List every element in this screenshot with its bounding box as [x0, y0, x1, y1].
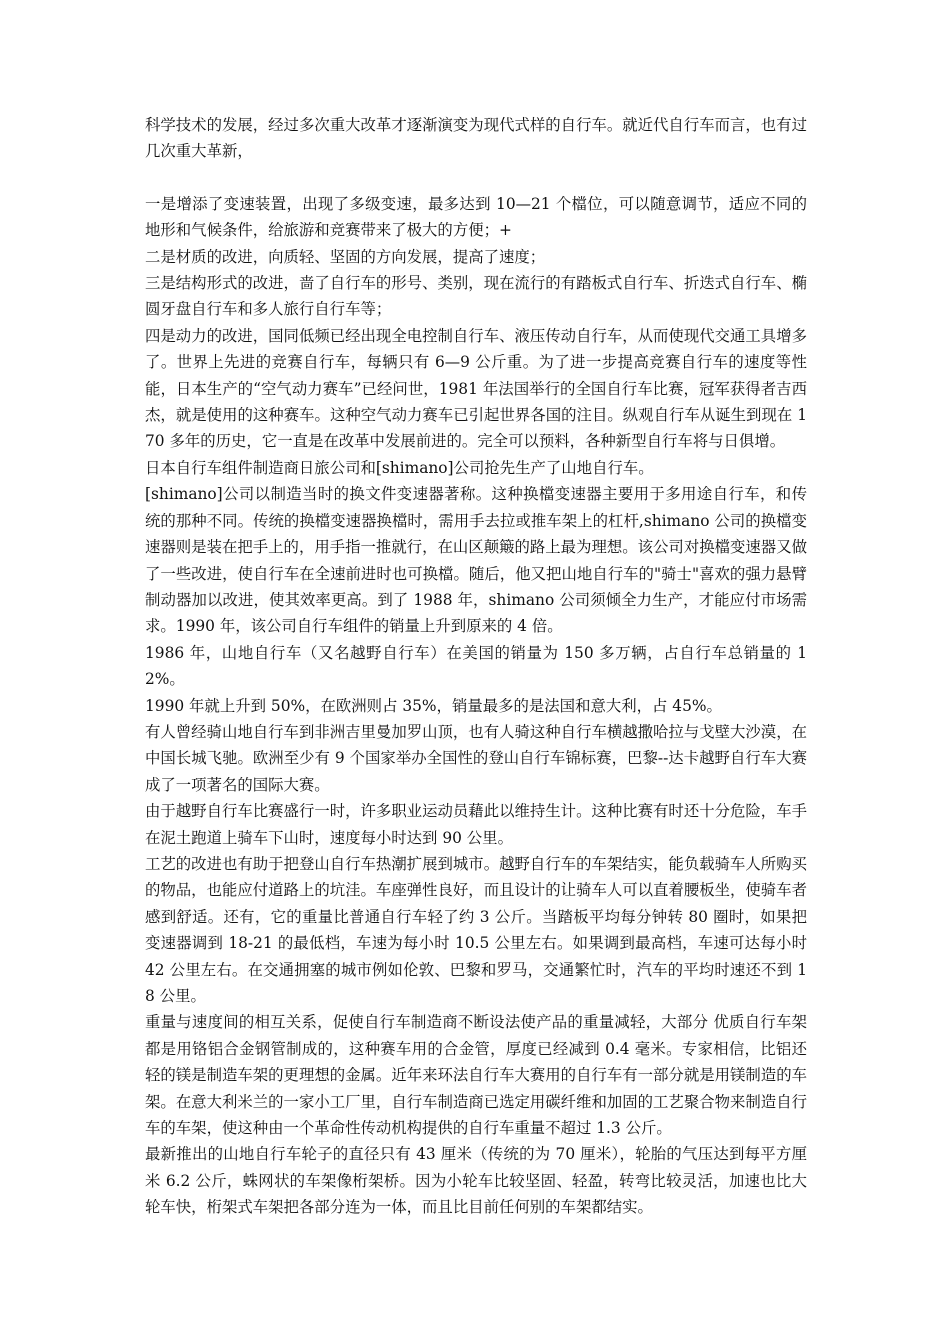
paragraph-races: 由于越野自行车比赛盛行一时，许多职业运动员藉此以维持生计。这种比赛有时还十分危险，车手在泥土跑道上骑车下山时，速度每小时达到 90 公里。	[145, 802, 807, 847]
paragraph-usa-sales: 1986 年，山地自行车（又名越野自行车）在美国的销量为 150 多万辆，占自行车总销量的 12%。	[145, 643, 807, 689]
paragraph-shimano: [shimano]公司以制造当时的换文件变速器著称。这种换檔变速器主要用于多用途自行车，和传统的那种不同。传统的换檔变速器换檔时，需用手去拉或推车架上的杠杆,shimano 公司的换檔变速器则是装在把手上的，用手指一推就行，在山区颠簸的路上最为理想。该公司对换檔变速器又做了一些改进，使自行车在全速前进时也可换檔。随后，他又把山地自行车的"骑士"喜欢的强力悬臂制动器加以改进，使其效率更高。到了 1988 年，shimano 公司须倾全力生产，才能应付市场需求。1990 年，该公司自行车组件的销量上升到原来的 4 倍。	[145, 485, 807, 636]
paragraph-city-use: 工艺的改进也有助于把登山自行车热潮扩展到城市。越野自行车的车架结实，能负载骑车人所购买的物品，也能应付道路上的坑洼。车座弹性良好，而且设计的让骑车人可以直着腰板坐，使骑车者感到舒适。还有，它的重量比普通自行车轻了约 3 公斤。当踏板平均每分钟转 80 圈时，如果把变速器调到 18-21 的最低档，车速为每小时 10.5 公里左右。如果调到最高档，车速可达每小时 42 公里左右。在交通拥塞的城市例如伦敦、巴黎和罗马，交通繁忙时，汽车的平均时速还不到 18 公里。	[145, 854, 807, 1005]
paragraph-japan-makers: 日本自行车组件制造商日旅公司和[shimano]公司抢先生产了山地自行车。	[145, 458, 654, 477]
paragraph-adventures: 有人曾经骑山地自行车到非洲吉里曼加罗山顶，也有人骑这种自行车横越撒哈拉与戈壁大沙漠，在中国长城飞驰。欧洲至少有 9 个国家举办全国性的登山自行车锦标赛，巴黎--达卡越野自行车大赛成了一项著名的国际大赛。	[145, 722, 807, 794]
paragraph-small-wheels: 最新推出的山地自行车轮子的直径只有 43 厘米（传统的为 70 厘米），轮胎的气压达到每平方厘米 6.2 公斤，蛛网状的车架像桁架桥。因为小轮车比较坚固、轻盈，转弯比较灵活，加速也比大轮车快，桁架式车架把各部分连为一体，而且比目前任何别的车架都结实。	[145, 1145, 807, 1217]
document-page	[145, 112, 807, 1221]
paragraph-1990-sales: 1990 年就上升到 50%，在欧洲则占 35%，销量最多的是法国和意大利，占 45%。	[145, 696, 722, 715]
paragraph-material: 二是材质的改进，向质轻、坚固的方向发展，提高了速度；	[145, 247, 546, 266]
paragraph-spacer	[145, 165, 807, 191]
paragraph-power: 四是动力的改进，国同低频已经出现全电控制自行车、液压传动自行车，从而使现代交通工具增多了。世界上先进的竞赛自行车，每辆只有 6—9 公斤重。为了进一步提高竞赛自行车的速度等性能，日本生产的“空气动力赛车”已经问世，1981 年法国举行的全国自行车比赛，冠军获得者吉西杰，就是使用的这种赛车。这种空气动力赛车已引起世界各国的注目。纵观自行车从诞生到现在 170 多年的历史，它一直是在改革中发展前进的。完全可以预料，各种新型自行车将与日俱增。	[145, 326, 807, 451]
paragraph-gear-shift: 一是增添了变速装置，出现了多级变速，最多达到 10—21 个檔位，可以随意调节，适应不同的地形和气候条件，给旅游和竞赛带来了极大的方便；+	[145, 194, 807, 240]
paragraph-structure: 三是结构形式的改进，啬了自行车的形号、类别，现在流行的有踏板式自行车、折迭式自行车、椭圆牙盘自行车和多人旅行自行车等；	[145, 274, 807, 319]
paragraph-weight: 重量与速度间的相互关系，促使自行车制造商不断设法使产品的重量减轻，大部分 优质自行车架都是用铬铝合金钢管制成的，这种赛车用的合金管，厚度已经减到 0.4 毫米。专家相信，比铝还轻的镁是制造车架的更理想的金属。近年来环法自行车大赛用的自行车有一部分就是用镁制造的车架。在意大利米兰的一家小工厂里，自行车制造商已选定用碳纤维和加固的工艺聚合物来制造自行车的车架，使这种由一个革命性传动机构提供的自行车重量不超过 1.3 公斤。	[145, 1013, 807, 1138]
paragraph-intro: 科学技术的发展，经过多次重大改革才逐渐演变为现代式样的自行车。就近代自行车而言，也有过几次重大革新，	[145, 116, 807, 161]
